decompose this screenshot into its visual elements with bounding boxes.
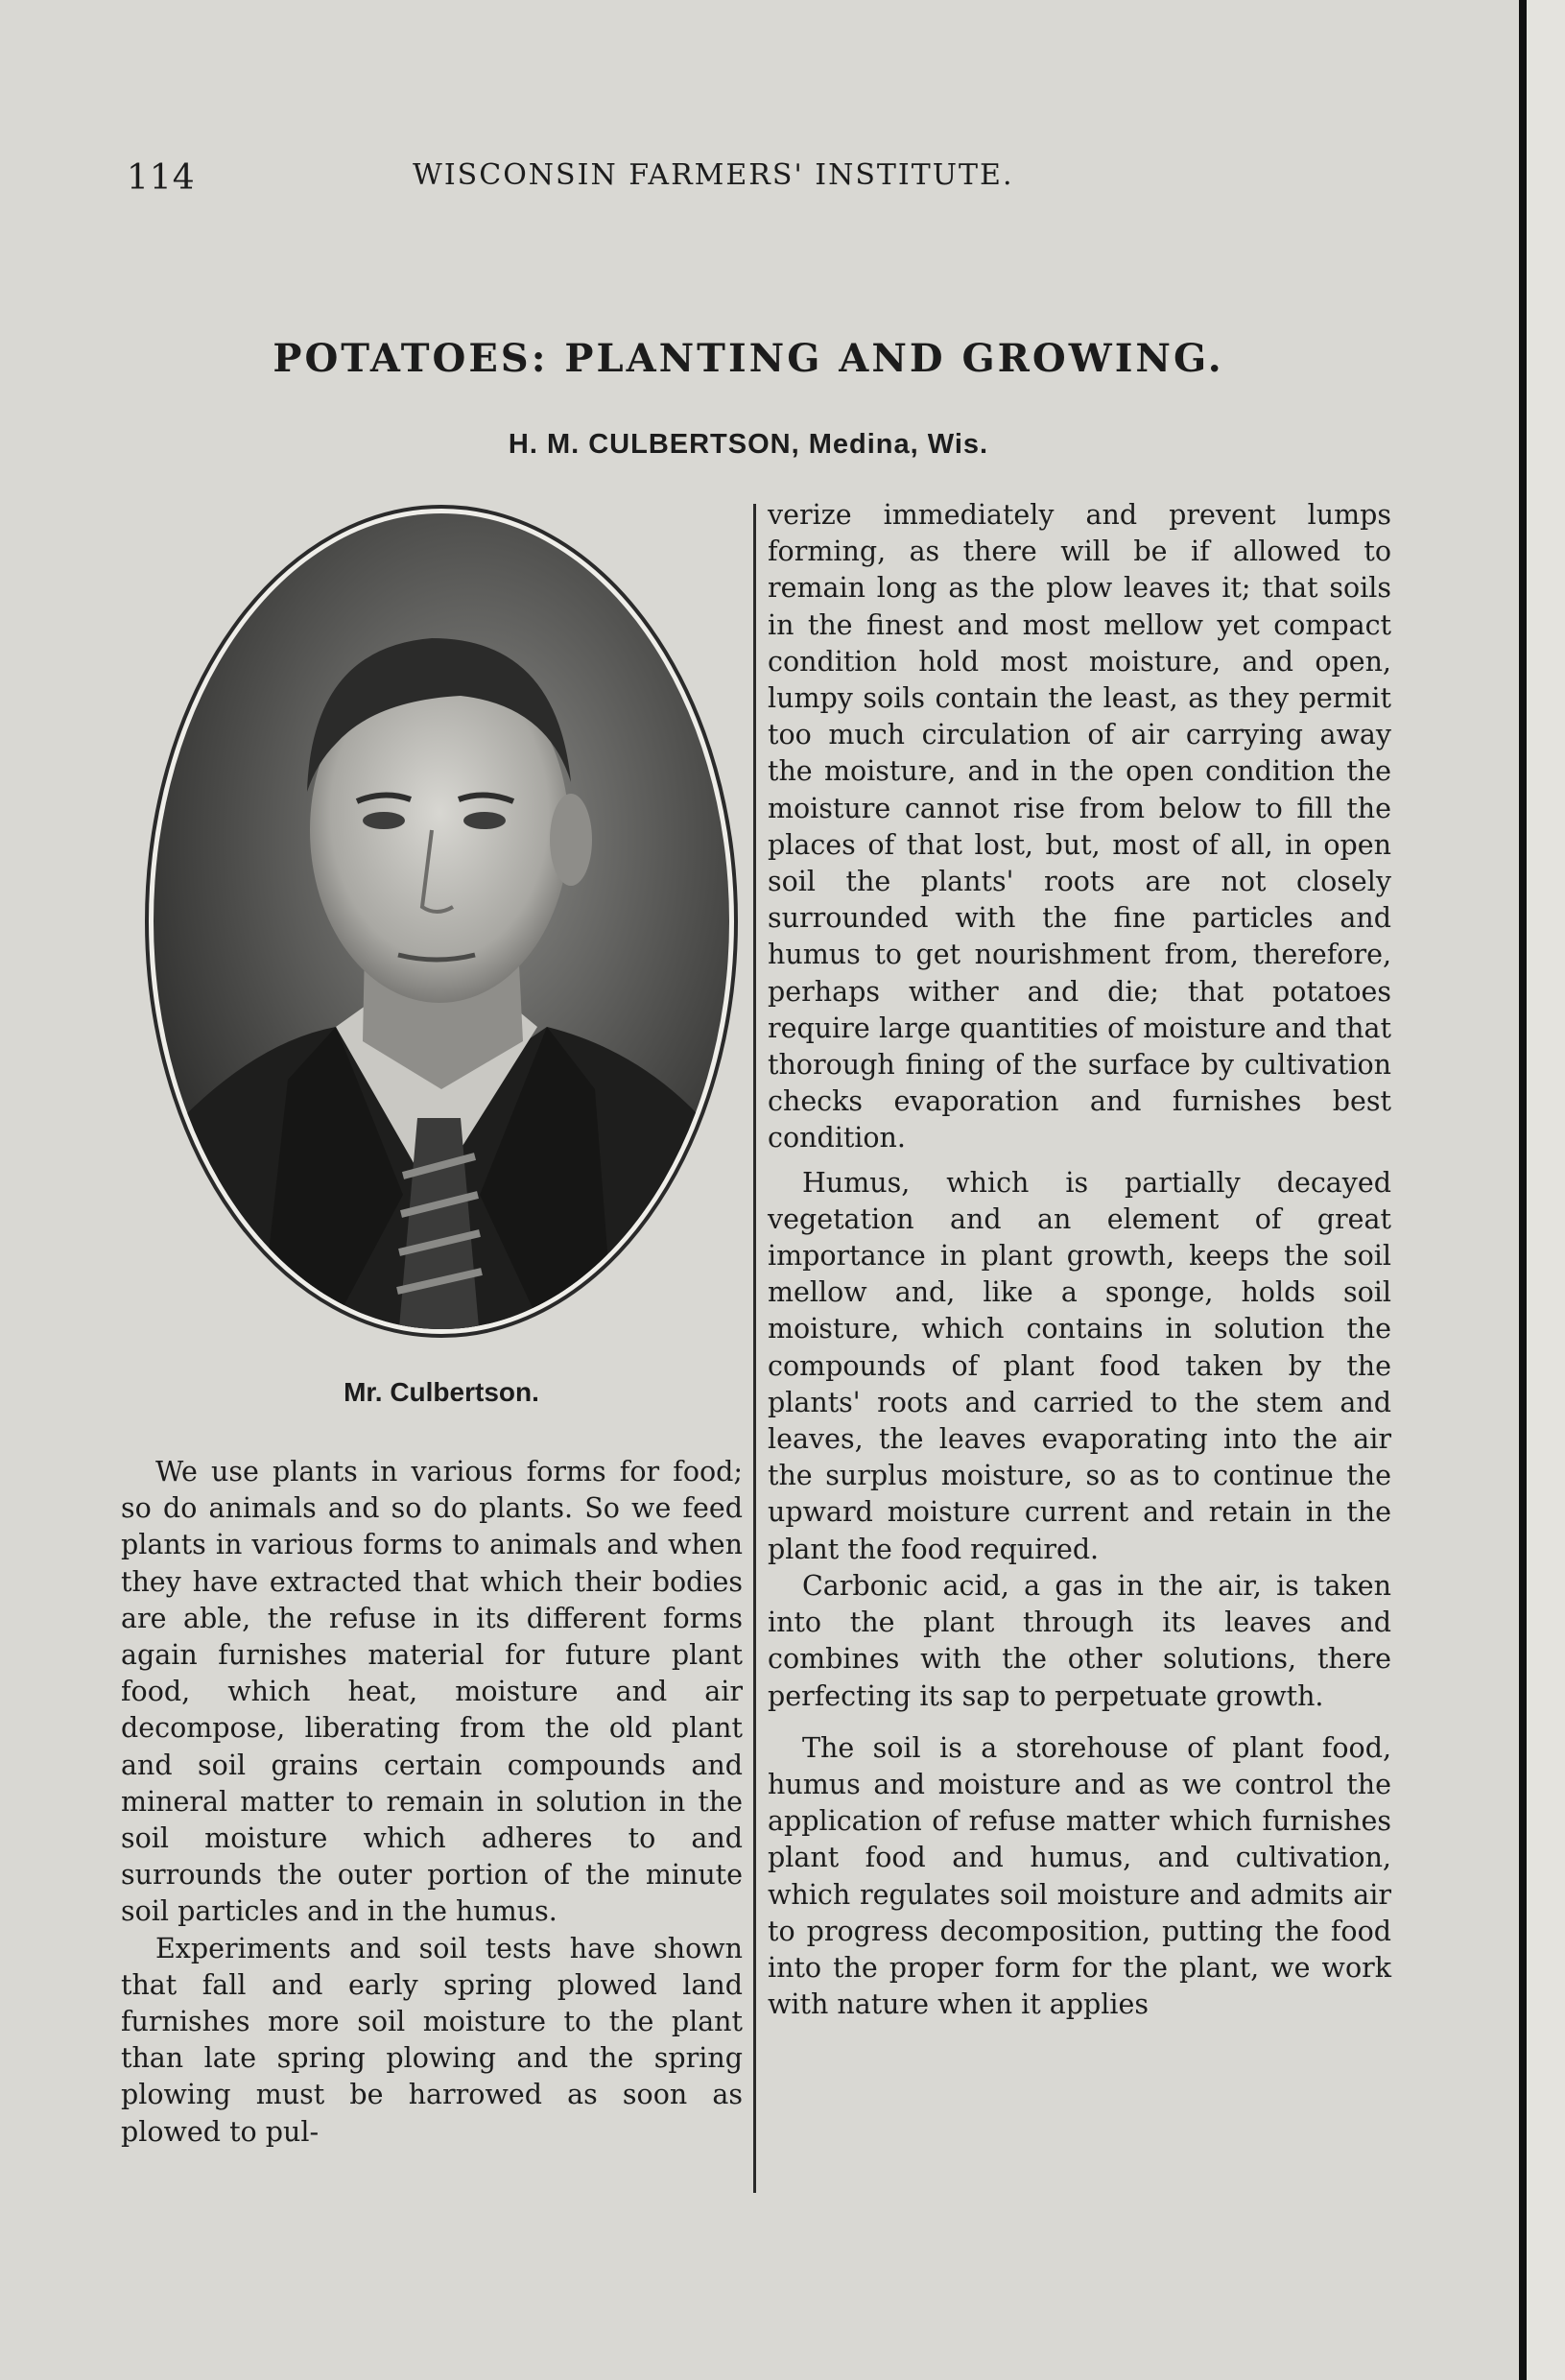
paragraph: Humus, which is partially decayed vegetation and an element of great importance in plant growth, keeps the soil mellow and, like a sponge, holds soil moisture, which contains in solution the compounds of plant food taken by the plants' roots and carried to the stem and leaves, the leaves evaporating into the air the surplus moisture, so as to continue the upward moisture current and retain in the plant the food required. [768,1166,1391,1565]
portrait-image [144,504,739,1339]
right-column [768,497,1391,2023]
article-author: H. M. CULBERTSON, Medina, Wis. [508,429,989,460]
page-number: 114 [127,158,196,198]
column-rule [753,504,756,2193]
portrait-photo [144,504,739,1339]
left-column [121,1454,743,2151]
running-head [0,158,1497,201]
paragraph: The soil is a storehouse of plant food, humus and moisture and as we control the application of refuse matter which furnishes plant food and humus, and cultivation, which regulates soil moisture and admits air to progress decomposition, putting the food into the proper form for the plant, we work with nature when it applies [768,1731,1391,2021]
running-title: WISCONSIN FARMERS' INSTITUTE. [413,158,1014,192]
page-margin [1527,0,1565,2380]
paragraph: We use plants in various forms for food; so do animals and so do plants. So we feed plants in various forms to animals and when they have extracted that which their bodies are able, the refuse in its different forms again furnishes material for future plant food, which heat, moisture and air decompose, liberating from the old plant and soil grains certain compounds and mineral matter to remain in solution in the soil moisture which adheres to and surrounds the outer portion of the minute soil particles and in the humus. [121,1456,743,1928]
paragraph: Experiments and soil tests have shown that fall and early spring plowed land furnishes more soil moisture to the plant than late spring plowing and the spring plowing must be harrowed as soon as plowed to pul- [121,1932,743,2148]
paragraph: Carbonic acid, a gas in the air, is taken into the plant through its leaves and combines with the other solutions, there perfecting its sap to perpetuate growth. [768,1569,1391,1712]
page-binding-edge [1519,0,1527,2380]
paragraph: verize immediately and prevent lumps forming, as there will be if allowed to remain long as the plow leaves it; that soils in the finest and most mellow yet compact condition hold most moisture, and open, lumpy soils contain the least, as they permit too much circulation of air carrying away the moisture, and in the open condition the moisture cannot rise from below to fill the places of that lost, but, most of all, in open soil the plants' roots are not closely surrounded with the fine particles and humus to get nourishment from, therefore, perhaps wither and die; that potatoes require large quantities of moisture and that thorough fining of the surface by cultivation checks evaporation and furnishes best condition. [768,499,1391,1154]
portrait-caption: Mr. Culbertson. [344,1377,539,1407]
article-title: POTATOES: PLANTING AND GROWING. [273,336,1224,381]
